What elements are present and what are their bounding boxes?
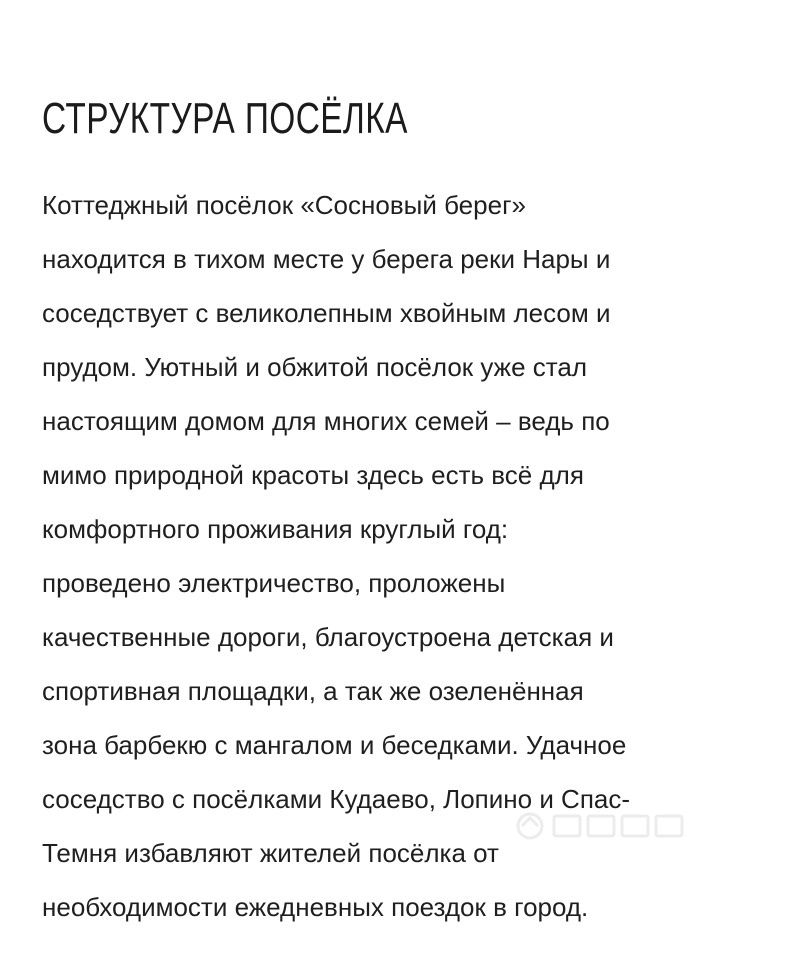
paragraph-line: комфортного проживания круглый год: [42,514,509,544]
paragraph-line: находится в тихом месте у берега реки Нары и [42,244,611,274]
paragraph-line: прудом. Уютный и обжитой посёлок уже стал [42,352,587,382]
paragraph-line: Коттеджный посёлок «Сосновый берег» [42,190,527,220]
section-paragraph [42,178,772,934]
paragraph-line: проведено электричество, проложены [42,568,506,598]
paragraph-line: необходимости ежедневных поездок в город. [42,892,589,922]
section-title: СТРУКТУРА ПОСЁЛКА [42,94,408,143]
paragraph-line: соседство с посёлками Кудаево, Лопино и Спас- [42,784,631,814]
paragraph-line: зона барбекю с мангалом и беседками. Удачное [42,730,627,760]
paragraph-line: спортивная площадки, а так же озеленённая [42,676,584,706]
paragraph-line: настоящим домом для многих семей – ведь по [42,406,610,436]
paragraph-line: качественные дороги, благоустроена детская и [42,622,614,652]
paragraph-line: Темня избавляют жителей посёлка от [42,838,499,868]
structure-section [42,86,772,922]
paragraph-line: соседствует с великолепным хвойным лесом и [42,298,611,328]
paragraph-line: мимо природной красоты здесь есть всё для [42,460,584,490]
